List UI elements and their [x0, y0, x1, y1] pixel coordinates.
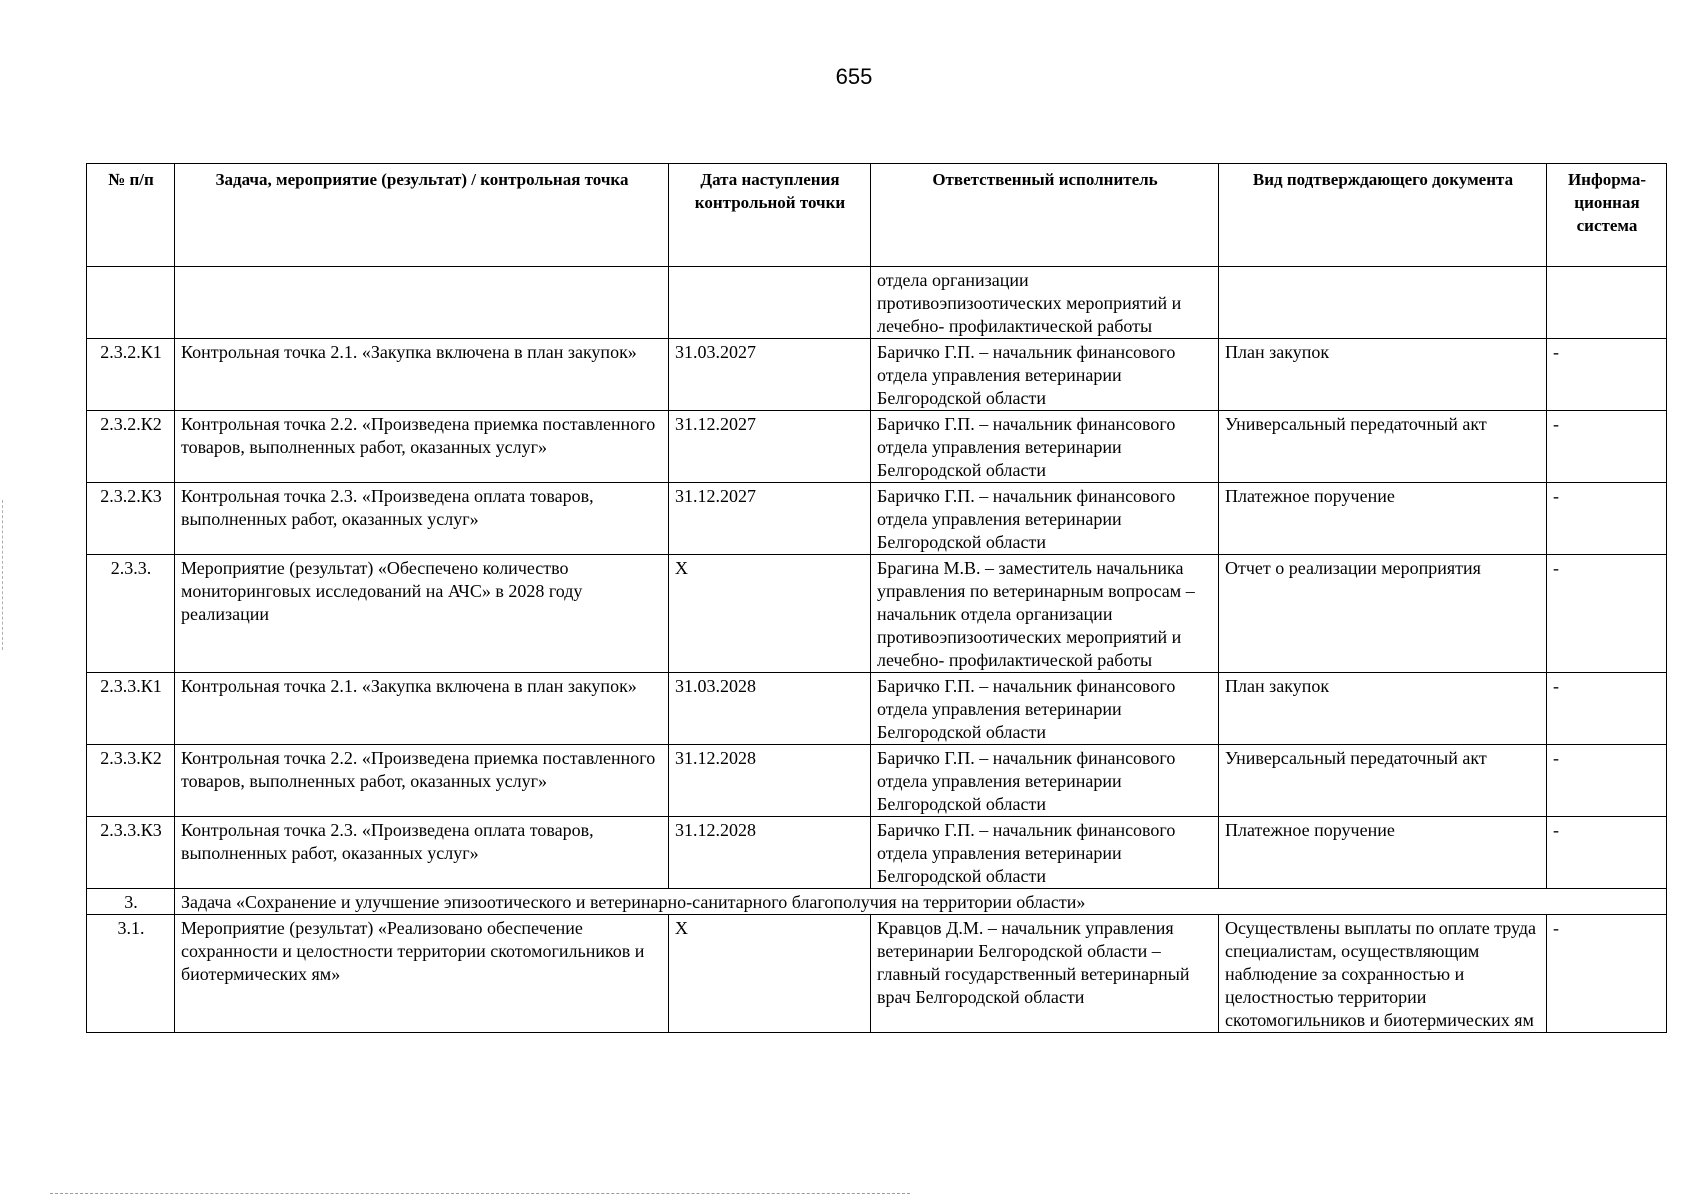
table-row	[87, 817, 1667, 889]
cell-date: 31.12.2027	[669, 483, 871, 555]
table-row	[87, 915, 1667, 1033]
scan-bottom-line	[50, 1193, 910, 1194]
cell-task: Контрольная точка 2.3. «Произведена оплата товаров, выполненных работ, оказанных услуг»	[175, 483, 669, 555]
cell-num: 2.3.2.К1	[87, 339, 175, 411]
cell-responsible: Баричко Г.П. – начальник финансового отдела управления ветеринарии Белгородской области	[871, 411, 1219, 483]
cell-document: Отчет о реализации мероприятия	[1219, 555, 1547, 673]
cell-document: План закупок	[1219, 339, 1547, 411]
cell-system: -	[1547, 483, 1667, 555]
cell-document: Осуществлены выплаты по оплате труда специалистам, осуществляющим наблюдение за сохранностью и целостностью территории скотомогильников и биотермических ям	[1219, 915, 1547, 1033]
page-number: 655	[835, 64, 873, 89]
cell-responsible: Баричко Г.П. – начальник финансового отдела управления ветеринарии Белгородской области	[871, 339, 1219, 411]
table-row	[87, 673, 1667, 745]
cell-task	[175, 267, 669, 339]
scan-margin-mark	[2, 500, 3, 650]
cell-responsible: Баричко Г.П. – начальник финансового отдела управления ветеринарии Белгородской области	[871, 817, 1219, 889]
cell-system	[1547, 267, 1667, 339]
cell-responsible: Кравцов Д.М. – начальник управления ветеринарии Белгородской области –главный государственный ветеринарный врач Белгородской области	[871, 915, 1219, 1033]
cell-responsible: Баричко Г.П. – начальник финансового отдела управления ветеринарии Белгородской области	[871, 673, 1219, 745]
cell-num: 2.3.2.К2	[87, 411, 175, 483]
cell-responsible: отдела организации противоэпизоотических мероприятий и лечебно- профилактической работы	[871, 267, 1219, 339]
cell-task: Мероприятие (результат) «Реализовано обеспечение сохранности и целостности территории скотомогильников и биотермических ям»	[175, 915, 669, 1033]
table-row	[87, 483, 1667, 555]
cell-date	[669, 267, 871, 339]
cell-num: 2.3.3.	[87, 555, 175, 673]
cell-task-title: Задача «Сохранение и улучшение эпизоотического и ветеринарно-санитарного благополучия на территории области»	[175, 889, 1667, 915]
cell-responsible: Баричко Г.П. – начальник финансового отдела управления ветеринарии Белгородской области	[871, 483, 1219, 555]
cell-num: 2.3.2.К3	[87, 483, 175, 555]
cell-num: 3.1.	[87, 915, 175, 1033]
cell-system: -	[1547, 817, 1667, 889]
cell-date: 31.03.2028	[669, 673, 871, 745]
table-row	[87, 555, 1667, 673]
cell-date: 31.12.2027	[669, 411, 871, 483]
table-header-row	[87, 164, 1667, 267]
cell-task: Мероприятие (результат) «Обеспечено количество мониторинговых исследований на АЧС» в 2028 году реализации	[175, 555, 669, 673]
cell-num: 2.3.3.К2	[87, 745, 175, 817]
cell-num	[87, 267, 175, 339]
task-row	[87, 889, 1667, 915]
table-row	[87, 745, 1667, 817]
cell-responsible: Баричко Г.П. – начальник финансового отдела управления ветеринарии Белгородской области	[871, 745, 1219, 817]
cell-system: -	[1547, 915, 1667, 1033]
cell-task: Контрольная точка 2.2. «Произведена приемка поставленного товаров, выполненных работ, оказанных услуг»	[175, 411, 669, 483]
cell-document: Платежное поручение	[1219, 483, 1547, 555]
cell-date: 31.12.2028	[669, 745, 871, 817]
table-row	[87, 339, 1667, 411]
header-date: Дата наступления контрольной точки	[669, 164, 871, 267]
table-row	[87, 267, 1667, 339]
cell-task: Контрольная точка 2.1. «Закупка включена в план закупок»	[175, 339, 669, 411]
cell-system: -	[1547, 339, 1667, 411]
table-row	[87, 411, 1667, 483]
header-num: № п/п	[87, 164, 175, 267]
cell-num: 2.3.3.К1	[87, 673, 175, 745]
control-points-table	[86, 163, 1667, 1033]
cell-date: Х	[669, 555, 871, 673]
cell-num: 2.3.3.К3	[87, 817, 175, 889]
cell-task: Контрольная точка 2.3. «Произведена оплата товаров, выполненных работ, оказанных услуг»	[175, 817, 669, 889]
cell-document	[1219, 267, 1547, 339]
header-document: Вид подтверждающего документа	[1219, 164, 1547, 267]
cell-system: -	[1547, 411, 1667, 483]
cell-document: Универсальный передаточный акт	[1219, 745, 1547, 817]
cell-document: Платежное поручение	[1219, 817, 1547, 889]
cell-task: Контрольная точка 2.2. «Произведена приемка поставленного товаров, выполненных работ, оказанных услуг»	[175, 745, 669, 817]
cell-responsible: Брагина М.В. – заместитель начальника управления по ветеринарным вопросам – начальник отдела организации противоэпизоотических мероприятий и лечебно- профилактической работы	[871, 555, 1219, 673]
cell-system: -	[1547, 745, 1667, 817]
cell-document: План закупок	[1219, 673, 1547, 745]
header-system: Информа-ционная система	[1547, 164, 1667, 267]
cell-system: -	[1547, 673, 1667, 745]
cell-document: Универсальный передаточный акт	[1219, 411, 1547, 483]
header-responsible: Ответственный исполнитель	[871, 164, 1219, 267]
cell-date: Х	[669, 915, 871, 1033]
header-task: Задача, мероприятие (результат) / контрольная точка	[175, 164, 669, 267]
cell-task: Контрольная точка 2.1. «Закупка включена в план закупок»	[175, 673, 669, 745]
cell-system: -	[1547, 555, 1667, 673]
cell-date: 31.12.2028	[669, 817, 871, 889]
cell-num: 3.	[87, 889, 175, 915]
cell-date: 31.03.2027	[669, 339, 871, 411]
